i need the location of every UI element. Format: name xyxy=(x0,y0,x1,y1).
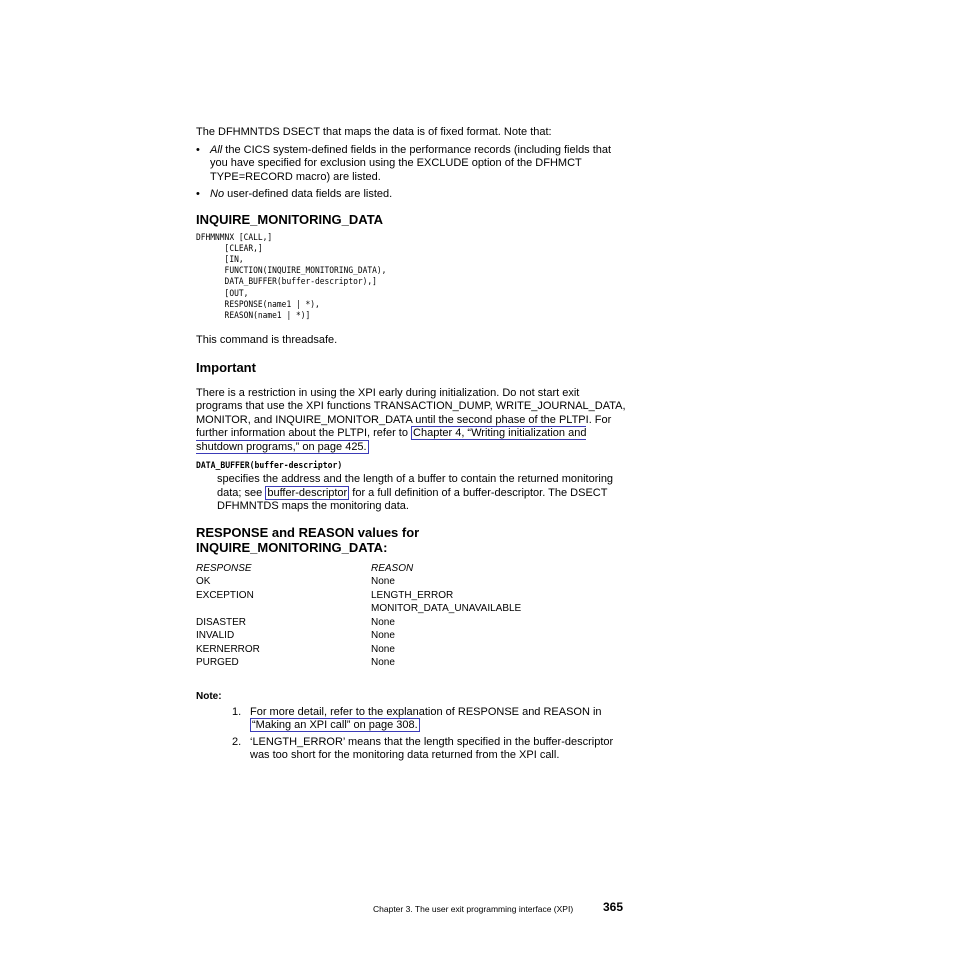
table-row xyxy=(196,643,521,657)
note-number: 1. xyxy=(232,705,242,718)
note-item-1 xyxy=(196,706,628,733)
table-row xyxy=(196,589,521,603)
response-reason-table xyxy=(196,562,521,670)
note-text: For more detail, refer to the explanation of RESPONSE and REASON in xyxy=(250,705,602,718)
reason-cell: None xyxy=(371,616,395,628)
note-number: 2. xyxy=(232,735,242,748)
bullet-list xyxy=(196,144,628,202)
table-row xyxy=(196,616,521,630)
table-header-row xyxy=(196,562,521,576)
bullet-text: user-defined data fields are listed. xyxy=(224,188,393,200)
param-term-data-buffer: DATA_BUFFER(buffer-descriptor) xyxy=(196,461,343,472)
heading-response-reason-line-1: RESPONSE and REASON values for xyxy=(196,524,420,540)
important-text: There is a restriction in using the XPI early during initialization. Do not start exit programs that use the XPI functions TRANSACTION_DUMP, WRITE_JOURNAL_DATA, MONITOR, and INQUIRE_MONITOR_DATA until the second phase of the PLTPI. For further information about the PLTPI, refer to xyxy=(196,386,626,440)
bullet-glyph: • xyxy=(196,143,200,156)
threadsafe-note: This command is threadsafe. xyxy=(196,334,338,347)
chapter-4-link[interactable]: Chapter 4, “Writing initialization and shutdown programs,” on page 425. xyxy=(196,427,587,453)
bullet-item-no xyxy=(196,188,628,202)
syntax-block: DFHMNMNX [CALL,] [CLEAR,] [IN, FUNCTION(INQUIRE_MONITORING_DATA), DATA_BUFFER(buffer-descriptor),] [OUT, RESPONSE(name1 | *), REASON(name1 | *)] xyxy=(196,232,387,321)
response-cell: OK xyxy=(196,576,211,588)
heading-important: Important xyxy=(196,359,256,375)
reason-cell: LENGTH_ERROR xyxy=(371,589,454,601)
buffer-descriptor-link[interactable]: buffer-descriptor xyxy=(267,486,348,499)
bullet-lead: No xyxy=(210,188,225,200)
table-row xyxy=(196,602,521,616)
notes-list xyxy=(196,706,628,763)
response-cell: DISASTER xyxy=(196,616,247,628)
table-row xyxy=(196,629,521,643)
table-row xyxy=(196,656,521,670)
reason-cell: None xyxy=(371,576,395,588)
bullet-text: the CICS system-defined fields in the performance records (including fields that you have specified for exclusion using the EXCLUDE option of the DFHMCT TYPE=RECORD macro) are listed. xyxy=(210,143,612,183)
note-text: ‘LENGTH_ERROR’ means that the length specified in the buffer-descriptor was too short for the monitoring data returned from the XPI call. xyxy=(250,735,614,762)
footer-chapter-title: Chapter 3. The user exit programming interface (XPI) xyxy=(373,904,574,914)
reason-cell: None xyxy=(371,657,395,669)
response-cell: INVALID xyxy=(196,630,235,642)
reason-cell: None xyxy=(371,630,395,642)
heading-response-reason xyxy=(196,525,628,555)
header-response: RESPONSE xyxy=(196,562,252,574)
heading-response-reason-line-2: INQUIRE_MONITORING_DATA: xyxy=(196,539,388,555)
note-label: Note: xyxy=(196,690,222,702)
making-xpi-call-link[interactable]: “Making an XPI call” on page 308. xyxy=(252,719,418,732)
bullet-lead: All xyxy=(210,143,223,156)
param-desc-text-2: for a full definition of a buffer-descriptor. The DSECT DFHMNTDS maps the monitoring data. xyxy=(217,486,608,513)
header-reason: REASON xyxy=(371,562,414,574)
intro-paragraph: The DFHMNTDS DSECT that maps the data is of fixed format. Note that: xyxy=(196,126,552,138)
bullet-item-all xyxy=(196,144,628,185)
page-content xyxy=(196,126,628,766)
response-cell xyxy=(196,602,371,616)
reason-cell: None xyxy=(371,643,395,655)
table-row xyxy=(196,575,521,589)
response-cell: PURGED xyxy=(196,657,239,669)
response-cell: KERNERROR xyxy=(196,643,260,655)
heading-inquire-monitoring-data: INQUIRE_MONITORING_DATA xyxy=(196,211,384,227)
note-item-2 xyxy=(196,736,628,763)
page-number: 365 xyxy=(603,900,624,914)
reason-cell: MONITOR_DATA_UNAVAILABLE xyxy=(371,603,522,615)
param-desc-text-1: specifies the address and the length of a buffer to contain the returned monitoring data; see xyxy=(217,473,614,499)
important-paragraph xyxy=(196,387,628,455)
bullet-glyph: • xyxy=(196,188,200,200)
param-description xyxy=(217,473,628,514)
response-cell: EXCEPTION xyxy=(196,589,254,601)
